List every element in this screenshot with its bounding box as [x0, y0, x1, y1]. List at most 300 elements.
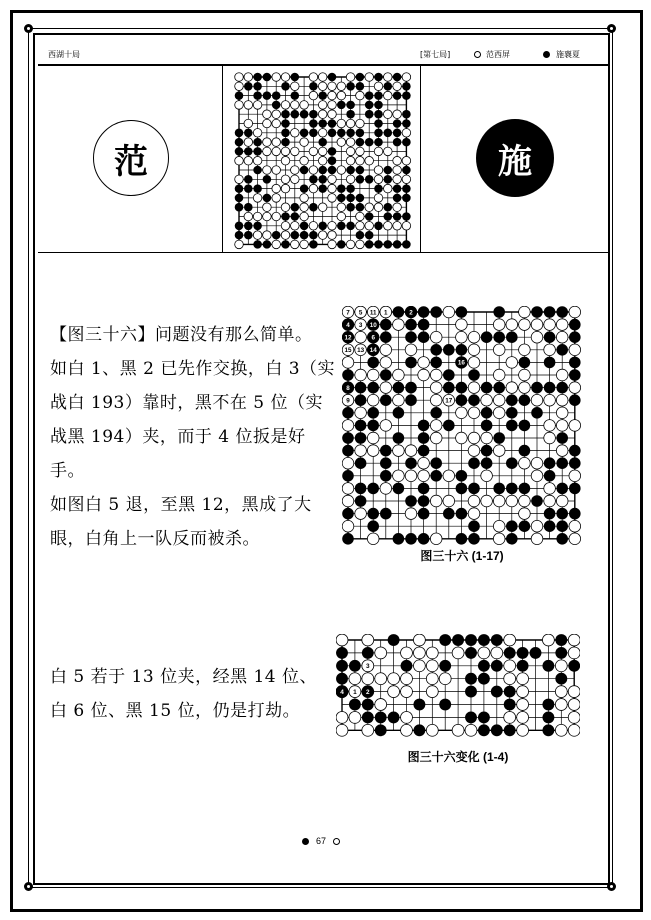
white-stone	[426, 686, 438, 698]
white-stone	[318, 156, 327, 165]
black-stone	[328, 156, 337, 165]
black-stone	[309, 82, 318, 91]
white-stone	[393, 175, 402, 184]
white-stone	[402, 175, 411, 184]
black-stone	[342, 445, 354, 457]
black-stone	[556, 457, 568, 469]
white-stone	[468, 432, 480, 444]
black-stone	[291, 91, 300, 100]
white-stone	[328, 222, 337, 231]
white-stone	[367, 445, 379, 457]
black-stone	[380, 331, 392, 343]
black-stone	[569, 445, 581, 457]
black-stone	[346, 110, 355, 119]
black-stone	[556, 483, 568, 495]
white-stone	[430, 420, 442, 432]
black-stone	[393, 212, 402, 221]
white-stone	[388, 686, 400, 698]
black-stone	[346, 82, 355, 91]
white-stone	[493, 344, 505, 356]
white-stone	[430, 394, 442, 406]
white-stone	[342, 483, 354, 495]
black-stone	[556, 344, 568, 356]
white-stone	[374, 203, 383, 212]
black-stone	[388, 711, 400, 723]
white-stone	[362, 673, 374, 685]
white-stone	[263, 110, 272, 119]
black-stone	[393, 129, 402, 138]
white-stone	[481, 432, 493, 444]
white-stone	[519, 319, 531, 331]
white-stone	[519, 508, 531, 520]
black-stone	[342, 470, 354, 482]
move-number: 1	[353, 688, 357, 696]
white-stone	[388, 673, 400, 685]
black-stone	[544, 357, 556, 369]
black-stone	[309, 175, 318, 184]
black-stone	[337, 194, 346, 203]
white-stone	[281, 73, 290, 82]
black-stone	[418, 331, 430, 343]
white-stone	[556, 420, 568, 432]
white-stone	[531, 319, 543, 331]
black-stone	[367, 382, 379, 394]
white-stone	[531, 520, 543, 532]
black-stone	[402, 166, 411, 175]
white-stone	[544, 432, 556, 444]
white-stone	[569, 520, 581, 532]
black-stone	[506, 457, 518, 469]
black-stone	[405, 319, 417, 331]
white-stone	[401, 686, 413, 698]
white-stone	[349, 711, 361, 723]
black-stone	[402, 82, 411, 91]
white-stone	[356, 119, 365, 128]
white-stone	[426, 660, 438, 672]
black-stone	[342, 533, 354, 545]
white-stone	[291, 175, 300, 184]
commentary-paragraph-2: 白 5 若于 13 位夹，经黑 14 位、 白 6 位、黑 15 位，仍是打劫。	[50, 667, 318, 721]
white-stone	[281, 184, 290, 193]
black-stone	[346, 203, 355, 212]
black-stone	[443, 508, 455, 520]
black-stone	[300, 184, 309, 193]
white-stone	[318, 129, 327, 138]
white-stone	[318, 203, 327, 212]
black-stone	[309, 240, 318, 249]
black-stone	[544, 382, 556, 394]
white-stone	[309, 91, 318, 100]
white-stone	[337, 166, 346, 175]
black-stone	[349, 699, 361, 711]
black-stone	[291, 110, 300, 119]
black-stone	[493, 382, 505, 394]
black-stone	[355, 394, 367, 406]
white-stone	[374, 194, 383, 203]
white-stone	[337, 91, 346, 100]
black-stone	[380, 369, 392, 381]
move-number: 4	[340, 688, 344, 696]
black-stone	[318, 119, 327, 128]
white-stone	[291, 147, 300, 156]
black-stone	[309, 231, 318, 240]
white-stone	[413, 647, 425, 659]
white-stone	[337, 212, 346, 221]
black-stone	[439, 699, 451, 711]
white-stone	[418, 470, 430, 482]
black-stone	[380, 457, 392, 469]
white-stone	[309, 147, 318, 156]
white-stone	[281, 231, 290, 240]
white-stone	[517, 673, 529, 685]
black-stone	[253, 184, 262, 193]
black-stone	[336, 647, 348, 659]
white-stone	[281, 147, 290, 156]
white-stone	[328, 231, 337, 240]
black-stone	[365, 212, 374, 221]
black-stone	[517, 660, 529, 672]
white-stone	[465, 724, 477, 736]
white-stone	[493, 520, 505, 532]
black-stone	[530, 647, 542, 659]
white-stone	[291, 101, 300, 110]
white-stone	[291, 166, 300, 175]
black-stone	[235, 184, 244, 193]
move-number: 8	[346, 384, 350, 392]
white-stone	[342, 420, 354, 432]
white-stone	[418, 369, 430, 381]
white-stone	[439, 673, 451, 685]
black-stone	[244, 184, 253, 193]
black-stone	[493, 432, 505, 444]
white-stone	[544, 495, 556, 507]
black-stone	[556, 508, 568, 520]
white-stone	[384, 184, 393, 193]
black-stone	[393, 407, 405, 419]
white-stone	[393, 394, 405, 406]
black-stone	[365, 231, 374, 240]
black-stone	[380, 319, 392, 331]
white-stone	[263, 203, 272, 212]
white-stone	[468, 445, 480, 457]
move-number: 1	[384, 309, 388, 317]
white-stone	[402, 156, 411, 165]
diagram-36-board	[342, 306, 582, 546]
white-stone	[468, 508, 480, 520]
black-stone	[531, 407, 543, 419]
black-stone	[556, 533, 568, 545]
white-stone	[272, 147, 281, 156]
black-stone	[465, 673, 477, 685]
white-stone	[272, 212, 281, 221]
black-stone	[430, 344, 442, 356]
black-stone	[374, 110, 383, 119]
white-stone	[328, 240, 337, 249]
black-stone	[478, 711, 490, 723]
black-stone	[393, 138, 402, 147]
white-stone	[405, 470, 417, 482]
white-stone	[544, 319, 556, 331]
black-stone	[542, 699, 554, 711]
black-stone	[309, 119, 318, 128]
black-stone	[478, 724, 490, 736]
black-stone	[478, 634, 490, 646]
black-stone	[380, 394, 392, 406]
black-stone	[544, 470, 556, 482]
black-stone	[355, 457, 367, 469]
black-stone	[393, 533, 405, 545]
black-stone	[491, 686, 503, 698]
black-stone	[346, 101, 355, 110]
black-stone	[356, 166, 365, 175]
black-stone	[300, 166, 309, 175]
white-stone	[493, 407, 505, 419]
white-stone	[300, 203, 309, 212]
black-stone	[456, 533, 468, 545]
black-stone	[531, 495, 543, 507]
black-stone	[405, 394, 417, 406]
black-stone	[253, 240, 262, 249]
black-stone	[519, 483, 531, 495]
black-stone	[569, 369, 581, 381]
black-stone	[430, 357, 442, 369]
white-stone	[569, 420, 581, 432]
black-stone	[374, 138, 383, 147]
white-stone	[568, 699, 580, 711]
diagram-36-variation-board	[336, 634, 580, 746]
white-stone	[544, 483, 556, 495]
black-stone	[506, 407, 518, 419]
white-stone	[374, 82, 383, 91]
black-stone	[478, 673, 490, 685]
white-stone	[328, 175, 337, 184]
white-stone	[244, 73, 253, 82]
black-stone	[384, 240, 393, 249]
white-stone	[478, 647, 490, 659]
white-stone	[318, 110, 327, 119]
black-stone	[309, 203, 318, 212]
black-stone	[235, 194, 244, 203]
black-stone	[244, 203, 253, 212]
game-label: [第七局]	[420, 50, 451, 59]
white-stone	[244, 138, 253, 147]
white-stone	[418, 357, 430, 369]
black-stone	[374, 119, 383, 128]
white-stone	[272, 73, 281, 82]
black-stone	[418, 483, 430, 495]
black-stone	[544, 331, 556, 343]
white-stone	[555, 686, 567, 698]
white-stone	[328, 91, 337, 100]
white-stone	[504, 634, 516, 646]
white-stone	[481, 495, 493, 507]
white-stone	[346, 156, 355, 165]
white-stone	[468, 407, 480, 419]
white-stone	[531, 394, 543, 406]
black-stone	[443, 344, 455, 356]
white-stone	[263, 212, 272, 221]
commentary-paragraph-1: 【图三十六】问题没有那么简单。 如白 1、黑 2 已先作交换，白 3（实 战白 193）靠时，黑不在 5 位（实 战黑 194）夹，而于 4 位扳是好手。 如图白 5 退，至黑 12，黑成了大 眼，白角上一队反而被杀。	[50, 325, 336, 549]
black-stone	[413, 699, 425, 711]
white-stone	[318, 147, 327, 156]
black-stone	[542, 660, 554, 672]
black-stone	[365, 101, 374, 110]
page-ornament-black	[302, 838, 309, 845]
black-stone	[281, 129, 290, 138]
black-stone	[456, 483, 468, 495]
black-stone	[380, 508, 392, 520]
white-stone	[337, 119, 346, 128]
white-stone-icon	[474, 51, 481, 58]
move-number: 5	[358, 309, 363, 317]
black-stone	[491, 634, 503, 646]
white-stone	[542, 634, 554, 646]
black-stone	[263, 175, 272, 184]
column-divider	[420, 65, 421, 253]
black-stone	[337, 101, 346, 110]
white-stone	[235, 156, 244, 165]
white-stone	[263, 119, 272, 128]
white-stone	[235, 175, 244, 184]
white-stone	[393, 445, 405, 457]
black-stone	[393, 91, 402, 100]
white-stone	[556, 407, 568, 419]
corner-ornament	[607, 882, 616, 891]
white-stone	[272, 110, 281, 119]
white-stone	[556, 331, 568, 343]
white-stone	[375, 699, 387, 711]
white-stone	[380, 357, 392, 369]
white-stone	[402, 73, 411, 82]
white-stone	[401, 724, 413, 736]
black-stone	[263, 73, 272, 82]
white-stone	[253, 156, 262, 165]
black-stone	[418, 319, 430, 331]
white-stone	[318, 73, 327, 82]
black-stone	[356, 175, 365, 184]
white-stone	[375, 673, 387, 685]
black-stone	[291, 203, 300, 212]
white-stone	[443, 306, 455, 318]
white-stone	[365, 203, 374, 212]
black-stone	[456, 508, 468, 520]
black-stone	[465, 647, 477, 659]
black-stone	[281, 119, 290, 128]
black-stone	[384, 175, 393, 184]
black-stone	[481, 382, 493, 394]
black-stone	[504, 647, 516, 659]
black-stone	[544, 457, 556, 469]
black-stone	[300, 110, 309, 119]
white-stone	[362, 634, 374, 646]
black-stone	[309, 110, 318, 119]
white-stone	[346, 147, 355, 156]
black-stone	[569, 357, 581, 369]
white-stone	[506, 319, 518, 331]
white-stone	[309, 222, 318, 231]
black-stone	[402, 194, 411, 203]
white-stone	[244, 156, 253, 165]
black-stone	[393, 184, 402, 193]
page-number: 67	[316, 836, 327, 846]
white-stone	[337, 138, 346, 147]
white-stone	[281, 175, 290, 184]
black-stone	[374, 222, 383, 231]
white-stone	[342, 520, 354, 532]
black-stone	[506, 331, 518, 343]
white-stone	[291, 240, 300, 249]
black-stone	[542, 711, 554, 723]
black-stone	[402, 119, 411, 128]
white-stone	[555, 660, 567, 672]
black-stone	[556, 306, 568, 318]
white-stone	[272, 194, 281, 203]
black-stone	[374, 91, 383, 100]
white-stone	[468, 344, 480, 356]
black-stone	[253, 138, 262, 147]
move-number: 3	[366, 663, 370, 671]
black-player-name: 施襄夏	[556, 50, 580, 59]
white-stone	[393, 156, 402, 165]
white-stone	[281, 222, 290, 231]
white-stone	[235, 101, 244, 110]
white-stone	[517, 699, 529, 711]
white-stone	[380, 420, 392, 432]
black-stone	[569, 319, 581, 331]
black-stone	[356, 129, 365, 138]
white-stone	[342, 357, 354, 369]
black-stone	[402, 110, 411, 119]
white-stone	[349, 673, 361, 685]
white-stone	[405, 508, 417, 520]
white-stone	[365, 73, 374, 82]
white-stone	[281, 203, 290, 212]
white-stone	[328, 194, 337, 203]
white-stone	[253, 212, 262, 221]
black-stone	[519, 357, 531, 369]
white-stone	[413, 634, 425, 646]
white-stone	[355, 508, 367, 520]
section-rule	[38, 252, 610, 253]
black-stone	[405, 495, 417, 507]
black-stone	[272, 101, 281, 110]
move-number: 10	[369, 321, 377, 329]
black-stone	[506, 483, 518, 495]
black-stone	[430, 407, 442, 419]
black-stone	[374, 184, 383, 193]
black-stone	[405, 457, 417, 469]
black-stone	[355, 432, 367, 444]
white-stone	[300, 194, 309, 203]
corner-ornament	[24, 882, 33, 891]
white-stone	[430, 369, 442, 381]
black-stone	[235, 129, 244, 138]
black-stone	[430, 457, 442, 469]
white-stone	[355, 369, 367, 381]
white-stone	[384, 222, 393, 231]
white-stone	[393, 203, 402, 212]
white-stone	[263, 147, 272, 156]
white-stone	[568, 724, 580, 736]
black-stone	[413, 724, 425, 736]
white-stone	[426, 673, 438, 685]
black-stone	[555, 647, 567, 659]
corner-ornament	[24, 24, 33, 33]
white-stone	[244, 119, 253, 128]
black-stone	[263, 91, 272, 100]
black-stone	[346, 194, 355, 203]
black-stone	[402, 212, 411, 221]
